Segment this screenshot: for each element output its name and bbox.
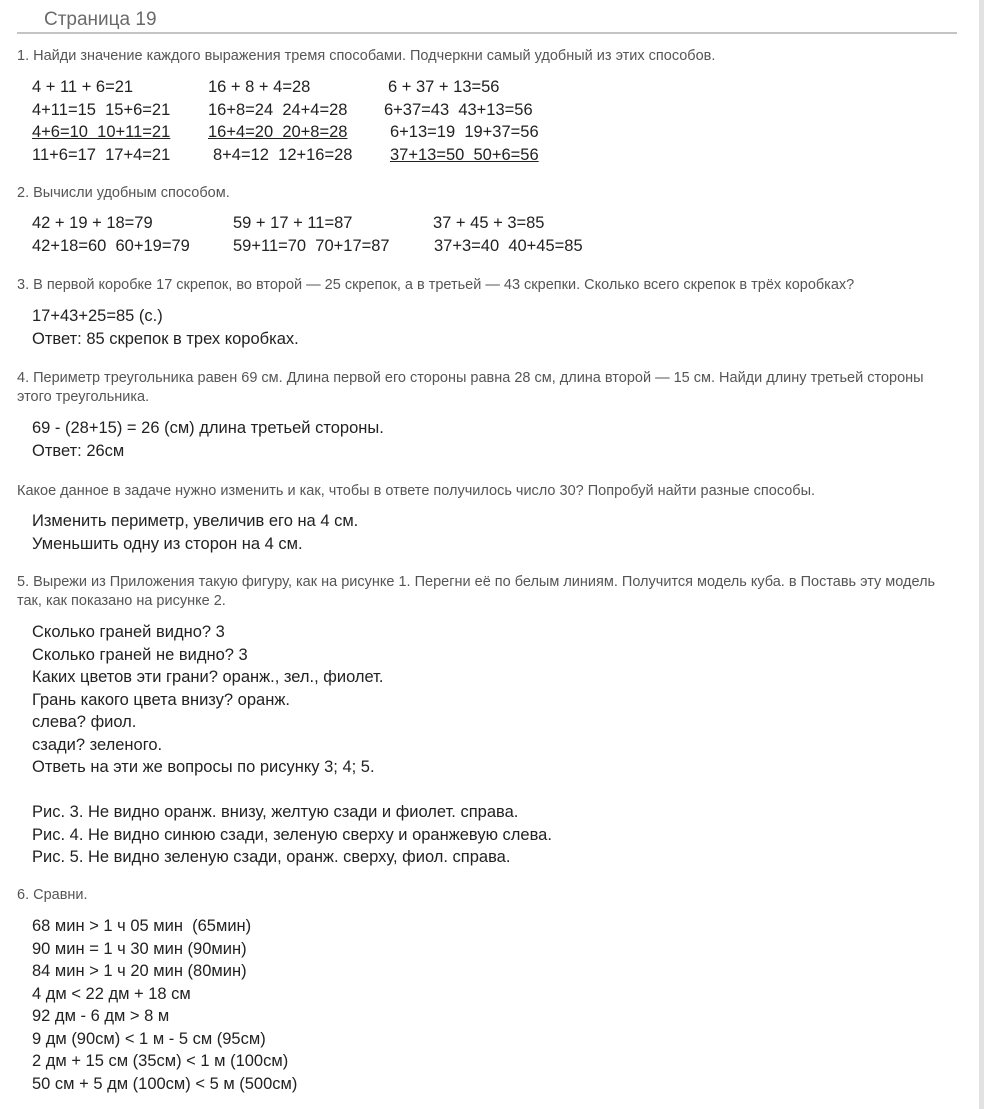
answer-line-blank — [32, 779, 552, 802]
answer-line: Каких цветов эти грани? оранж., зел., фиолет. — [32, 668, 384, 686]
task1-cell-underlined: 4+6=10 10+11=21 — [32, 123, 171, 141]
task4-answer — [32, 417, 384, 462]
task2-cell: 42+18=60 60+19=79 — [32, 236, 190, 255]
task1-cell: 16+8=24 24+4=28 — [208, 100, 348, 119]
answer-line: 17+43+25=85 (с.) — [32, 307, 163, 325]
task4-extra-answer — [32, 510, 358, 555]
answer-line: 92 дм - 6 дм > 8 м — [32, 1007, 170, 1025]
task2-cell: 42 + 19 + 18=79 — [32, 214, 153, 232]
answer-line: 84 мин > 1 ч 20 мин (80мин) — [32, 962, 247, 980]
task1-cell: 6+37=43 43+13=56 — [384, 100, 533, 119]
task2-cell: 37+3=40 40+45=85 — [434, 236, 583, 255]
answer-line: 90 мин = 1 ч 30 мин (90мин) — [32, 939, 247, 958]
task1-cell: 4 + 11 + 6=21 — [32, 78, 134, 96]
task3-question: 3. В первой коробке 17 скрепок, во второй — 25 скрепок, а в третьей — 43 скрепки. Сколько всего скрепок в трёх коробках? — [17, 277, 855, 293]
task1-cell: 8+4=12 12+16=28 — [213, 145, 353, 164]
answer-line: 68 мин > 1 ч 05 мин (65мин) — [32, 917, 252, 935]
answer-line: Ответ: 85 скрепок в трех коробках. — [32, 329, 299, 348]
task1-cell: 6 + 37 + 13=56 — [388, 78, 500, 96]
task5-question: 5. Вырежи из Приложения такую фигуру, как на рисунке 1. Перегни её по белым линиям. Получится модель куба. в Поставь эту модель так, как показано на рисунке 2. — [17, 574, 936, 609]
answer-line: Сколько граней не видно? 3 — [32, 645, 248, 664]
answer-line: Сколько граней видно? 3 — [32, 623, 225, 641]
task1-cell: 4+11=15 15+6=21 — [32, 100, 171, 119]
task1-question: 1. Найди значение каждого выражения тремя способами. Подчеркни самый удобный из этих способов. — [17, 48, 716, 64]
answer-line: Ответь на эти же вопросы по рисунку 3; 4; 5. — [32, 758, 375, 776]
task2-cell: 37 + 45 + 3=85 — [433, 214, 545, 232]
task2-cell: 59+11=70 70+17=87 — [233, 236, 390, 255]
task6-question: 6. Сравни. — [17, 887, 88, 903]
task4-extra-question: Какое данное в задаче нужно изменить и как, чтобы в ответе получилось число 30? Попробуй найти разные способы. — [17, 483, 816, 499]
task1-cell: 11+6=17 17+4=21 — [32, 145, 171, 164]
right-border — [979, 0, 984, 1109]
task1-cell-underlined: 16+4=20 20+8=28 — [208, 123, 348, 141]
answer-line: Рис. 5. Не видно зеленую сзади, оранж. сверху, фиол. справа. — [32, 848, 511, 866]
task2-question: 2. Вычисли удобным способом. — [17, 185, 230, 201]
page-title: Страница 19 — [44, 9, 157, 30]
answer-line: 2 дм + 15 см (35см) < 1 м (100см) — [32, 1052, 289, 1070]
answer-line: сзади? зеленого. — [32, 735, 163, 754]
answer-line: Рис. 4. Не видно синюю сзади, зеленую сверху и оранжевую слева. — [32, 825, 552, 844]
answer-line: 69 - (28+15) = 26 (см) длина третьей стороны. — [32, 419, 384, 437]
task5-answer — [32, 621, 552, 869]
task1-cell: 6+13=19 19+37=56 — [390, 123, 539, 141]
task3-answer — [32, 305, 299, 350]
answer-line: Рис. 3. Не видно оранж. внизу, желтую сзади и фиолет. справа. — [32, 803, 519, 821]
answer-line: 4 дм < 22 дм + 18 см — [32, 984, 191, 1003]
answer-line: Уменьшить одну из сторон на 4 см. — [32, 534, 303, 553]
title-divider — [17, 32, 957, 34]
answer-line: 9 дм (90см) < 1 м - 5 см (95см) — [32, 1029, 266, 1048]
answer-line: Ответ: 26см — [32, 441, 125, 460]
task2-cell: 59 + 17 + 11=87 — [233, 214, 353, 232]
task4-question: 4. Периметр треугольника равен 69 см. Длина первой его стороны равна 28 см, длина второй — 15 см. Найди длину третьей стороны этого треугольника. — [17, 370, 924, 405]
answer-line: Грань какого цвета внизу? оранж. — [32, 690, 290, 709]
task6-answer — [32, 915, 297, 1095]
answer-line: Изменить периметр, увеличив его на 4 см. — [32, 512, 359, 530]
task1-cell: 16 + 8 + 4=28 — [208, 78, 311, 96]
answer-line: слева? фиол. — [32, 713, 137, 731]
task1-cell-underlined: 37+13=50 50+6=56 — [390, 145, 539, 164]
answer-line: 50 см + 5 дм (100см) < 5 м (500см) — [32, 1074, 298, 1093]
